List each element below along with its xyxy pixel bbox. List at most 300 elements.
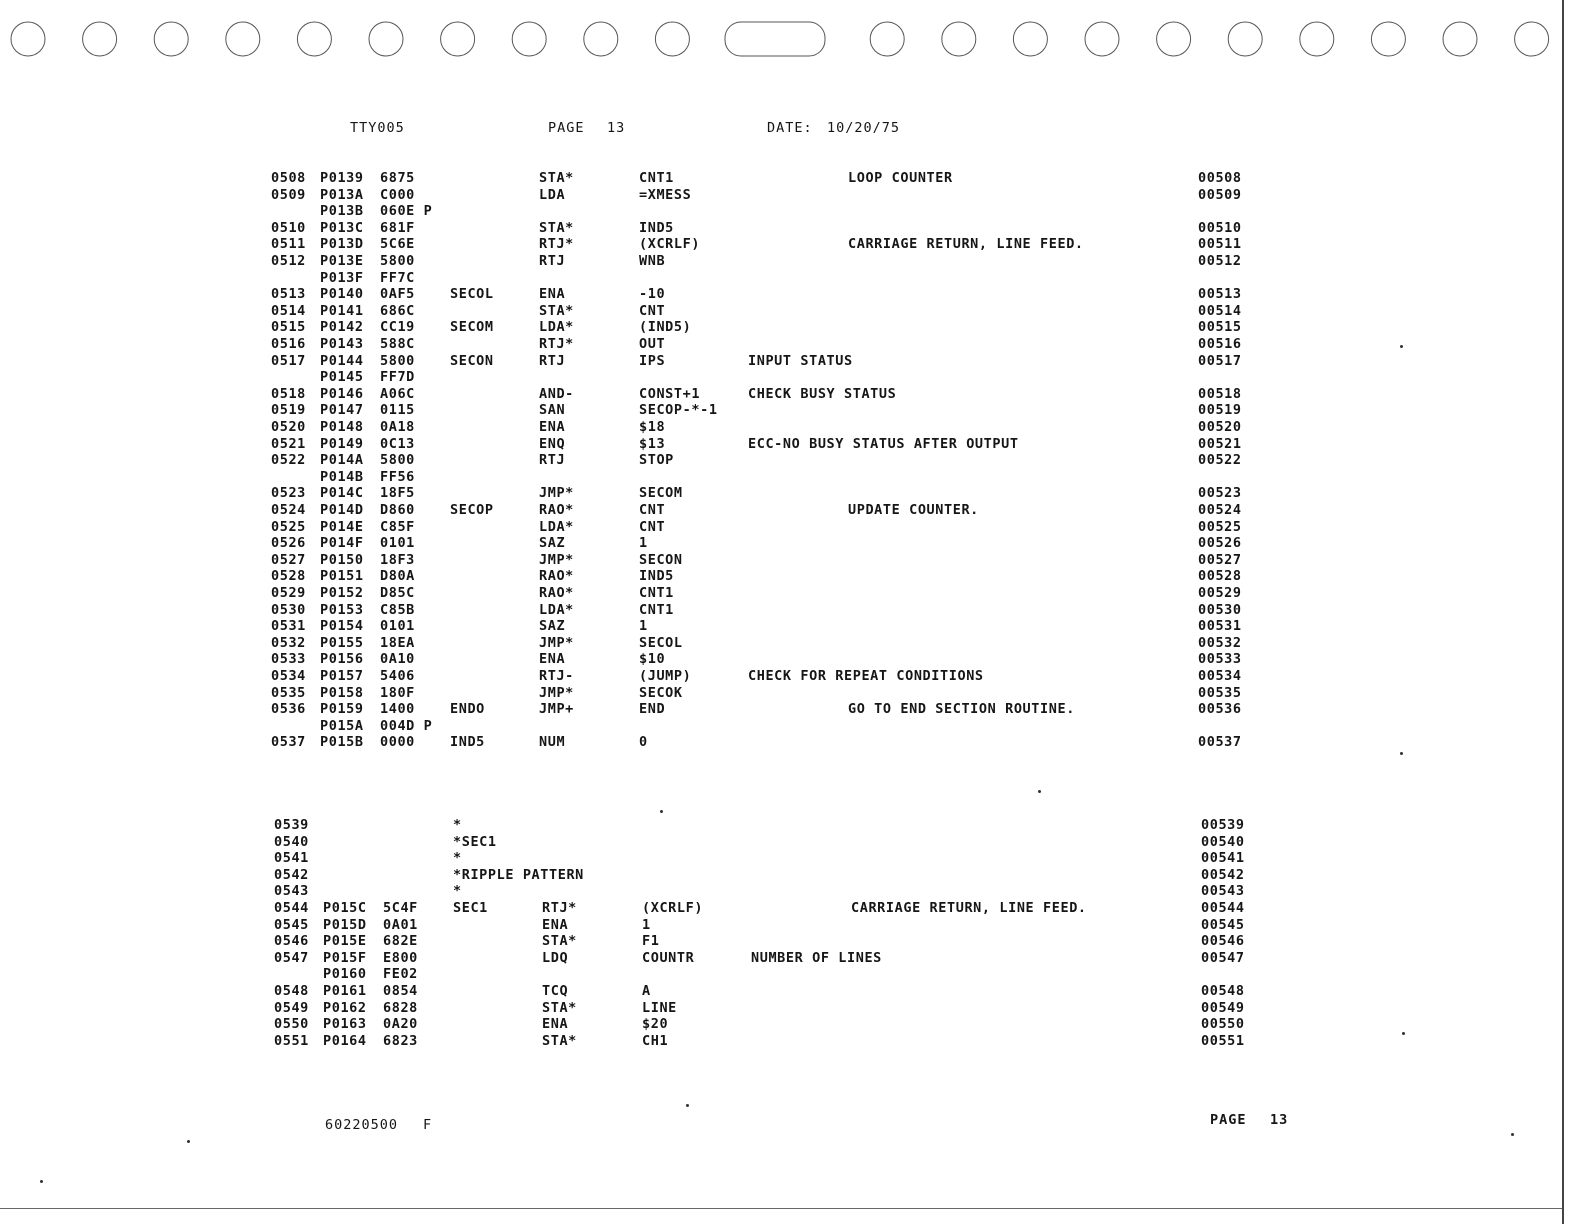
sequence-number: 00521 xyxy=(1198,435,1242,452)
label-field: SECOP xyxy=(450,502,494,518)
object-code: 0A20 xyxy=(383,1016,418,1033)
address: P0142 xyxy=(320,319,364,336)
feed-hole xyxy=(1371,22,1405,56)
address: P015E xyxy=(323,933,367,950)
comment: NUMBER OF LINES xyxy=(751,949,882,966)
line-number: 0529 xyxy=(271,585,306,601)
opcode: RTJ* xyxy=(539,336,574,352)
line-number: 0516 xyxy=(271,336,306,352)
line-number: 0523 xyxy=(271,485,306,502)
opcode: LDA* xyxy=(539,518,574,535)
address: P014F xyxy=(320,535,364,552)
operand: IND5 xyxy=(639,568,674,585)
footer-revision: F xyxy=(423,1117,433,1133)
address: P0144 xyxy=(320,352,364,369)
opcode: RTJ- xyxy=(539,668,574,684)
object-code: D85C xyxy=(380,585,415,601)
sequence-number: 00524 xyxy=(1198,502,1242,518)
sequence-number: 00544 xyxy=(1201,900,1245,916)
line-number: 0515 xyxy=(271,319,306,336)
opcode: RTJ xyxy=(539,452,566,469)
footer-doc-number: 60220500 xyxy=(325,1117,399,1133)
object-code: 180F xyxy=(380,684,415,701)
opcode: RTJ xyxy=(539,253,566,269)
opcode: JMP* xyxy=(539,634,574,651)
opcode: RAO* xyxy=(539,568,574,585)
object-code: 681F xyxy=(380,219,415,236)
operand: F1 xyxy=(642,933,660,950)
object-code: 060E P xyxy=(380,203,433,220)
sequence-number: 00528 xyxy=(1198,568,1242,585)
line-number: 0525 xyxy=(271,518,306,535)
sequence-number: 00519 xyxy=(1198,402,1242,419)
paper-right-edge xyxy=(1562,0,1564,1224)
sequence-number: 00509 xyxy=(1198,186,1242,203)
sequence-number: 00508 xyxy=(1198,170,1242,186)
address: P0150 xyxy=(320,551,364,568)
opcode: STA* xyxy=(539,302,574,319)
line-number: 0549 xyxy=(274,999,309,1016)
comment: LOOP COUNTER xyxy=(848,170,953,186)
label-field: * xyxy=(453,850,462,867)
feed-hole xyxy=(1515,22,1549,56)
sequence-number: 00547 xyxy=(1201,949,1245,966)
operand: SECOP-*-1 xyxy=(639,402,718,419)
sequence-number: 00536 xyxy=(1198,701,1242,718)
opcode: LDQ xyxy=(542,949,569,966)
program-name: TTY005 xyxy=(350,120,405,136)
object-code: 18F5 xyxy=(380,485,415,502)
address: P0157 xyxy=(320,668,364,684)
footer-page-number: 13 xyxy=(1270,1112,1289,1128)
object-code: 5C6E xyxy=(380,236,415,253)
sequence-number: 00511 xyxy=(1198,236,1242,253)
address: P013F xyxy=(320,269,364,286)
opcode: SAZ xyxy=(539,618,566,635)
opcode: STA* xyxy=(539,170,574,186)
feed-hole xyxy=(1300,22,1334,56)
sequence-number: 00546 xyxy=(1201,933,1245,950)
address: P0148 xyxy=(320,419,364,435)
address: P0146 xyxy=(320,385,364,402)
feed-hole xyxy=(1443,22,1477,56)
operand: END xyxy=(639,701,666,718)
address: P015B xyxy=(320,734,364,751)
operand: CNT1 xyxy=(639,585,674,601)
address: P015F xyxy=(323,949,367,966)
operand: WNB xyxy=(639,253,666,269)
line-number: 0537 xyxy=(271,734,306,751)
operand: CNT1 xyxy=(639,601,674,618)
sequence-number: 00540 xyxy=(1201,833,1245,850)
line-number: 0518 xyxy=(271,385,306,402)
line-number: 0509 xyxy=(271,186,306,203)
operand: (XCRLF) xyxy=(642,900,704,916)
object-code: CC19 xyxy=(380,319,415,336)
address: P013A xyxy=(320,186,364,203)
address: P014A xyxy=(320,452,364,469)
object-code: 1400 xyxy=(380,701,415,718)
line-number: 0530 xyxy=(271,601,306,618)
object-code: 004D P xyxy=(380,717,433,734)
opcode: AND- xyxy=(539,385,574,402)
sequence-number: 00520 xyxy=(1198,419,1242,435)
scan-speck xyxy=(660,810,663,813)
object-code: E800 xyxy=(383,949,418,966)
line-number: 0546 xyxy=(274,933,309,950)
feed-hole xyxy=(870,22,904,56)
sequence-number: 00514 xyxy=(1198,302,1242,319)
feed-hole xyxy=(297,22,331,56)
sequence-number: 00551 xyxy=(1201,1032,1245,1049)
opcode: ENQ xyxy=(539,435,566,452)
feed-hole xyxy=(1013,22,1047,56)
operand: 1 xyxy=(639,535,648,552)
opcode: SAZ xyxy=(539,535,566,552)
object-code: 0A10 xyxy=(380,651,415,668)
sequence-number: 00526 xyxy=(1198,535,1242,552)
sequence-number: 00510 xyxy=(1198,219,1242,236)
object-code: 0101 xyxy=(380,535,415,552)
operand: $13 xyxy=(639,435,666,452)
sequence-number: 00532 xyxy=(1198,634,1242,651)
operand: $18 xyxy=(639,419,666,435)
feed-hole xyxy=(512,22,546,56)
opcode: LDA xyxy=(539,186,566,203)
header-page-label: PAGE xyxy=(548,120,585,136)
sequence-number: 00518 xyxy=(1198,385,1242,402)
scan-speck xyxy=(1400,345,1403,348)
line-number: 0535 xyxy=(271,684,306,701)
address: P014B xyxy=(320,468,364,485)
comment: CHECK BUSY STATUS xyxy=(748,385,897,402)
line-number: 0536 xyxy=(271,701,306,718)
address: P0154 xyxy=(320,618,364,635)
object-code: 0115 xyxy=(380,402,415,419)
line-number: 0524 xyxy=(271,502,306,518)
object-code: 0A18 xyxy=(380,419,415,435)
sequence-number: 00550 xyxy=(1201,1016,1245,1033)
scan-speck xyxy=(40,1180,43,1183)
sequence-number: 00515 xyxy=(1198,319,1242,336)
feed-hole xyxy=(942,22,976,56)
feed-hole xyxy=(584,22,618,56)
address: P015D xyxy=(323,916,367,933)
opcode: ENA xyxy=(542,916,569,933)
label-field: * xyxy=(453,817,462,833)
operand: 0 xyxy=(639,734,648,751)
line-number: 0526 xyxy=(271,535,306,552)
object-code: 0AF5 xyxy=(380,286,415,303)
line-number: 0541 xyxy=(274,850,309,867)
address: P0145 xyxy=(320,369,364,386)
sequence-number: 00541 xyxy=(1201,850,1245,867)
opcode: RTJ* xyxy=(539,236,574,253)
address: P0141 xyxy=(320,302,364,319)
opcode: STA* xyxy=(542,1032,577,1049)
opcode: ENA xyxy=(539,286,566,303)
object-code: 18EA xyxy=(380,634,415,651)
opcode: ENA xyxy=(539,419,566,435)
object-code: 5800 xyxy=(380,253,415,269)
address: P0149 xyxy=(320,435,364,452)
address: P0156 xyxy=(320,651,364,668)
opcode: ENA xyxy=(542,1016,569,1033)
opcode: STA* xyxy=(542,933,577,950)
opcode: LDA* xyxy=(539,601,574,618)
sequence-number: 00534 xyxy=(1198,668,1242,684)
operand: $20 xyxy=(642,1016,669,1033)
object-code: 0854 xyxy=(383,983,418,999)
line-number: 0517 xyxy=(271,352,306,369)
opcode: JMP* xyxy=(539,485,574,502)
sequence-number: 00529 xyxy=(1198,585,1242,601)
label-field: SECON xyxy=(450,352,494,369)
operand: CH1 xyxy=(642,1032,669,1049)
line-number: 0528 xyxy=(271,568,306,585)
sequence-number: 00522 xyxy=(1198,452,1242,469)
comment: UPDATE COUNTER. xyxy=(848,502,979,518)
object-code: A06C xyxy=(380,385,415,402)
line-number: 0522 xyxy=(271,452,306,469)
operand: (IND5) xyxy=(639,319,692,336)
sequence-number: 00516 xyxy=(1198,336,1242,352)
sequence-number: 00535 xyxy=(1198,684,1242,701)
operand: SECOK xyxy=(639,684,683,701)
line-number: 0533 xyxy=(271,651,306,668)
comment: ECC-NO BUSY STATUS AFTER OUTPUT xyxy=(748,435,1019,452)
operand: LINE xyxy=(642,999,677,1016)
line-number: 0548 xyxy=(274,983,309,999)
address: P0158 xyxy=(320,684,364,701)
feed-hole xyxy=(1085,22,1119,56)
tractor-feed-holes xyxy=(0,0,1584,80)
operand: A xyxy=(642,983,651,999)
line-number: 0545 xyxy=(274,916,309,933)
operand: CNT1 xyxy=(639,170,674,186)
object-code: C85B xyxy=(380,601,415,618)
feed-hole xyxy=(655,22,689,56)
label-field: *SEC1 xyxy=(453,833,497,850)
date-value: 10/20/75 xyxy=(827,120,901,136)
object-code: FF7D xyxy=(380,369,415,386)
operand: -10 xyxy=(639,286,666,303)
line-number: 0513 xyxy=(271,286,306,303)
scan-speck xyxy=(1402,1032,1405,1035)
scan-speck xyxy=(187,1140,190,1143)
object-code: 6828 xyxy=(383,999,418,1016)
sequence-number: 00531 xyxy=(1198,618,1242,635)
object-code: 0000 xyxy=(380,734,415,751)
date-label: DATE: xyxy=(767,120,813,136)
address: P0162 xyxy=(323,999,367,1016)
address: P0143 xyxy=(320,336,364,352)
object-code: 0C13 xyxy=(380,435,415,452)
comment: INPUT STATUS xyxy=(748,352,853,369)
feed-hole xyxy=(1157,22,1191,56)
address: P015A xyxy=(320,717,364,734)
object-code: 5800 xyxy=(380,452,415,469)
sequence-number: 00542 xyxy=(1201,866,1245,883)
line-number: 0550 xyxy=(274,1016,309,1033)
object-code: 0A01 xyxy=(383,916,418,933)
opcode: RAO* xyxy=(539,585,574,601)
label-field: *RIPPLE PATTERN xyxy=(453,866,584,883)
feed-hole xyxy=(369,22,403,56)
object-code: FF7C xyxy=(380,269,415,286)
operand: OUT xyxy=(639,336,666,352)
address: P014D xyxy=(320,502,364,518)
object-code: FF56 xyxy=(380,468,415,485)
sequence-number: 00533 xyxy=(1198,651,1242,668)
opcode: JMP* xyxy=(539,684,574,701)
line-number: 0510 xyxy=(271,219,306,236)
line-number: 0527 xyxy=(271,551,306,568)
scan-speck xyxy=(686,1104,689,1107)
object-code: 5C4F xyxy=(383,900,418,916)
opcode: ENA xyxy=(539,651,566,668)
line-number: 0512 xyxy=(271,253,306,269)
line-number: 0547 xyxy=(274,949,309,966)
scan-speck xyxy=(1511,1133,1514,1136)
opcode: STA* xyxy=(539,219,574,236)
address: P0153 xyxy=(320,601,364,618)
feed-hole xyxy=(83,22,117,56)
label-field: SECOM xyxy=(450,319,494,336)
address: P0163 xyxy=(323,1016,367,1033)
line-number: 0521 xyxy=(271,435,306,452)
operand: IPS xyxy=(639,352,666,369)
object-code: 588C xyxy=(380,336,415,352)
line-number: 0520 xyxy=(271,419,306,435)
opcode: RTJ xyxy=(539,352,566,369)
line-number: 0551 xyxy=(274,1032,309,1049)
sequence-number: 00543 xyxy=(1201,883,1245,900)
object-code: 6875 xyxy=(380,170,415,186)
operand: STOP xyxy=(639,452,674,469)
sequence-number: 00517 xyxy=(1198,352,1242,369)
operand: =XMESS xyxy=(639,186,692,203)
line-number: 0519 xyxy=(271,402,306,419)
label-field: IND5 xyxy=(450,734,485,751)
address: P014C xyxy=(320,485,364,502)
line-number: 0540 xyxy=(274,833,309,850)
operand: SECOL xyxy=(639,634,683,651)
operand: COUNTR xyxy=(642,949,695,966)
object-code: D80A xyxy=(380,568,415,585)
line-number: 0543 xyxy=(274,883,309,900)
object-code: 686C xyxy=(380,302,415,319)
comment: CHECK FOR REPEAT CONDITIONS xyxy=(748,668,984,684)
feed-hole xyxy=(226,22,260,56)
address: P013E xyxy=(320,253,364,269)
address: P014E xyxy=(320,518,364,535)
address: P0164 xyxy=(323,1032,367,1049)
opcode: STA* xyxy=(542,999,577,1016)
operand: (JUMP) xyxy=(639,668,692,684)
label-field: * xyxy=(453,883,462,900)
line-number: 0542 xyxy=(274,866,309,883)
address: P0160 xyxy=(323,966,367,983)
address: P015C xyxy=(323,900,367,916)
operand: CNT xyxy=(639,502,666,518)
sequence-number: 00549 xyxy=(1201,999,1245,1016)
sequence-number: 00548 xyxy=(1201,983,1245,999)
sequence-number: 00523 xyxy=(1198,485,1242,502)
comment: CARRIAGE RETURN, LINE FEED. xyxy=(851,900,1087,916)
object-code: FE02 xyxy=(383,966,418,983)
line-number: 0539 xyxy=(274,817,309,833)
scan-speck xyxy=(1038,790,1041,793)
address: P0140 xyxy=(320,286,364,303)
object-code: 0101 xyxy=(380,618,415,635)
address: P013D xyxy=(320,236,364,253)
operand: CONST+1 xyxy=(639,385,701,402)
header-page-number: 13 xyxy=(607,120,626,136)
feed-hole xyxy=(441,22,475,56)
object-code: 682E xyxy=(383,933,418,950)
opcode: LDA* xyxy=(539,319,574,336)
operand: SECOM xyxy=(639,485,683,502)
line-number: 0508 xyxy=(271,170,306,186)
sequence-number: 00527 xyxy=(1198,551,1242,568)
opcode: SAN xyxy=(539,402,566,419)
address: P013B xyxy=(320,203,364,220)
sequence-number: 00512 xyxy=(1198,253,1242,269)
operand: (XCRLF) xyxy=(639,236,701,253)
comment: CARRIAGE RETURN, LINE FEED. xyxy=(848,236,1084,253)
label-field: SEC1 xyxy=(453,900,488,916)
address: P0159 xyxy=(320,701,364,718)
object-code: C000 xyxy=(380,186,415,203)
line-number: 0532 xyxy=(271,634,306,651)
opcode: JMP+ xyxy=(539,701,574,718)
operand: IND5 xyxy=(639,219,674,236)
opcode: TCQ xyxy=(542,983,569,999)
address: P0151 xyxy=(320,568,364,585)
operand: SECON xyxy=(639,551,683,568)
line-number: 0511 xyxy=(271,236,306,253)
feed-hole xyxy=(725,22,825,56)
operand: $10 xyxy=(639,651,666,668)
sequence-number: 00513 xyxy=(1198,286,1242,303)
sequence-number: 00539 xyxy=(1201,817,1245,833)
comment: GO TO END SECTION ROUTINE. xyxy=(848,701,1075,718)
paper-bottom-edge xyxy=(0,1208,1562,1209)
object-code: 18F3 xyxy=(380,551,415,568)
scan-speck xyxy=(1400,752,1403,755)
operand: CNT xyxy=(639,518,666,535)
address: P0161 xyxy=(323,983,367,999)
object-code: D860 xyxy=(380,502,415,518)
sequence-number: 00530 xyxy=(1198,601,1242,618)
address: P0155 xyxy=(320,634,364,651)
object-code: 5406 xyxy=(380,668,415,684)
line-number: 0514 xyxy=(271,302,306,319)
opcode: NUM xyxy=(539,734,566,751)
opcode: RTJ* xyxy=(542,900,577,916)
line-number: 0534 xyxy=(271,668,306,684)
label-field: ENDO xyxy=(450,701,485,718)
address: P0147 xyxy=(320,402,364,419)
feed-hole xyxy=(11,22,45,56)
line-number: 0531 xyxy=(271,618,306,635)
operand: CNT xyxy=(639,302,666,319)
object-code: C85F xyxy=(380,518,415,535)
line-number: 0544 xyxy=(274,900,309,916)
operand: 1 xyxy=(639,618,648,635)
label-field: SECOL xyxy=(450,286,494,303)
